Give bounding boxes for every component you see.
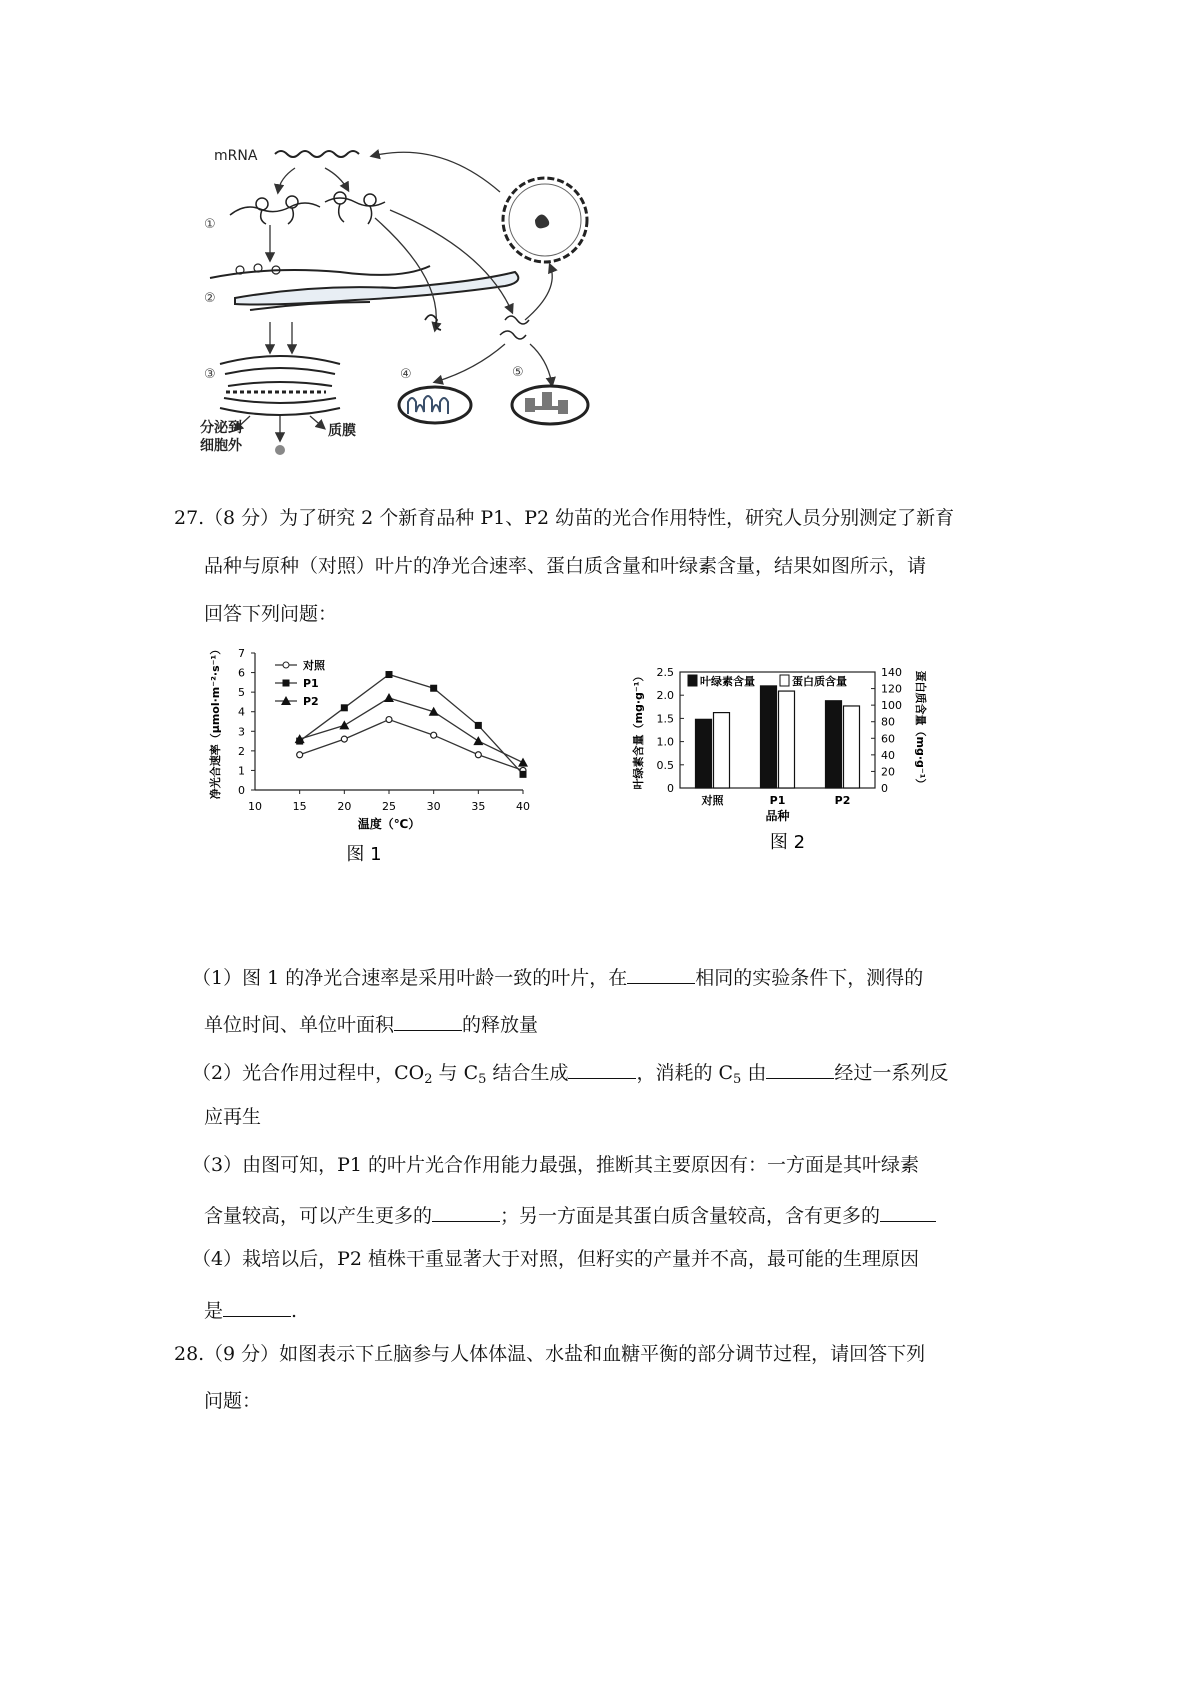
figure1 <box>205 645 585 935</box>
point-对照 <box>297 752 303 758</box>
x-tick-label: 40 <box>516 800 530 813</box>
x-tick-label: 10 <box>248 800 262 813</box>
blank-2[interactable] <box>394 1012 462 1031</box>
figure2 <box>630 660 975 935</box>
x-axis-title: 品种 <box>765 809 790 823</box>
cytosol-protein <box>425 315 441 330</box>
mrna-strand <box>275 151 359 157</box>
q27-p1-a: （1）图 1 的净光合速率是采用叶龄一致的叶片，在 <box>192 967 628 989</box>
blank-4[interactable] <box>766 1060 834 1079</box>
left-tick-label: 1.0 <box>656 735 674 749</box>
vesicle <box>275 445 285 455</box>
q27-p3-a: （3）由图可知，P1 的叶片光合作用能力最强，推断其主要原因有：一方面是其叶绿素 <box>192 1154 920 1176</box>
legend-label-对照: 对照 <box>303 659 325 672</box>
q27-p3-b: 含量较高，可以产生更多的 <box>204 1205 433 1227</box>
legend-swatch-叶绿素含量 <box>688 675 697 686</box>
y-axis-title: 净光合速率（μmol·m⁻²·s⁻¹） <box>209 645 222 800</box>
y-tick-label: 2 <box>238 744 245 758</box>
q27-p1-d: 的释放量 <box>462 1014 539 1036</box>
series-line-P2 <box>300 698 523 763</box>
legend-label-P2: P2 <box>303 695 319 708</box>
q27-part4-line2 <box>204 1298 297 1321</box>
q27-p2-sub1: 2 <box>424 1072 433 1087</box>
point-P2 <box>339 720 349 729</box>
er-ribosomes <box>236 264 280 274</box>
step-label-5: ⑤ <box>512 365 524 380</box>
y-tick-label: 4 <box>238 705 245 719</box>
q27-p2-c: 结合生成 <box>492 1062 569 1084</box>
secrete-label-1: 分泌到 <box>200 420 242 436</box>
q27-p4-c: . <box>291 1300 298 1322</box>
legend-label-叶绿素含量: 叶绿素含量 <box>700 675 755 688</box>
step-label-4: ④ <box>400 367 412 382</box>
figure1-caption: 图 1 <box>346 844 382 865</box>
x-tick-label: 对照 <box>701 794 724 807</box>
series-line-对照 <box>300 720 523 771</box>
q27-p2-b: 与 C <box>438 1062 479 1084</box>
point-P1 <box>475 722 482 729</box>
blank-1[interactable] <box>627 965 695 984</box>
right-tick-label: 100 <box>881 699 902 713</box>
right-tick-label: 40 <box>881 748 895 762</box>
blank-7[interactable] <box>223 1298 291 1317</box>
x-tick-label: 30 <box>426 800 441 813</box>
y-tick-label: 7 <box>238 647 245 660</box>
arrow-mrna-ribosome2 <box>325 168 348 190</box>
q27-p2-sub2: 5 <box>478 1072 487 1087</box>
mitochondrion <box>399 387 471 423</box>
q27-part3-line2 <box>204 1203 936 1226</box>
point-对照 <box>341 736 347 742</box>
figure2-chart <box>630 660 975 935</box>
bar-蛋白质含量-对照 <box>714 713 730 788</box>
point-对照 <box>386 717 392 723</box>
membrane-label: 质膜 <box>328 423 356 439</box>
figure1-chart <box>205 645 585 935</box>
point-P1 <box>430 685 437 692</box>
left-axis-title: 叶绿素含量（mg·g⁻¹） <box>632 670 645 790</box>
step-label-1: ① <box>204 217 216 232</box>
q27-p1-b: 相同的实验条件下，测得的 <box>695 967 924 989</box>
arrow-nucleus-mrna <box>372 152 500 192</box>
chloroplast <box>512 386 588 424</box>
arrow-mrna-ribosome1 <box>278 168 295 192</box>
figure2-caption: 图 2 <box>769 832 806 853</box>
step-label-2: ② <box>204 291 216 306</box>
cell-diagram-svg <box>200 130 620 460</box>
right-tick-label: 60 <box>881 732 895 746</box>
point-对照 <box>431 732 437 738</box>
right-tick-label: 20 <box>881 765 895 779</box>
legend-swatch-蛋白质含量 <box>780 675 789 686</box>
mrna-label: mRNA <box>214 148 258 164</box>
y-tick-label: 6 <box>238 666 245 680</box>
point-P1 <box>341 704 348 711</box>
left-tick-label: 2.0 <box>656 689 674 703</box>
q27-p2-sub3: 5 <box>733 1072 742 1087</box>
left-tick-label: 2.5 <box>656 666 674 679</box>
cell-diagram <box>200 130 620 460</box>
x-axis-title: 温度（℃） <box>357 817 421 831</box>
y-tick-label: 5 <box>238 686 245 700</box>
q27-p2-f: 经过一系列反 <box>834 1062 949 1084</box>
q27-part1-line2 <box>204 1012 538 1035</box>
blank-5[interactable] <box>432 1203 500 1222</box>
bar-蛋白质含量-P1 <box>779 691 795 788</box>
q27-p2-g: 应再生 <box>204 1106 262 1128</box>
q28-line1: （9 分）如图表示下丘脑参与人体体温、水盐和血糖平衡的部分调节过程，请回答下列 <box>204 1343 926 1365</box>
left-tick-label: 1.5 <box>656 712 674 726</box>
bar-蛋白质含量-P2 <box>844 706 860 788</box>
arrow-to-chloroplast <box>530 344 552 385</box>
right-tick-label: 0 <box>881 782 888 795</box>
arrow-membrane <box>310 416 324 428</box>
legend-label-P1: P1 <box>303 677 319 690</box>
q27-part1-line1 <box>192 965 923 988</box>
left-tick-label: 0 <box>667 782 674 795</box>
q27-p2-d: ，消耗的 C <box>636 1062 734 1084</box>
q27-p3-c: ；另一方面是其蛋白质含量较高，含有更多的 <box>500 1205 881 1227</box>
legend-label-蛋白质含量: 蛋白质含量 <box>792 675 847 688</box>
left-tick-label: 0.5 <box>656 758 674 772</box>
x-tick-label: P1 <box>769 794 786 807</box>
point-对照 <box>475 752 481 758</box>
y-tick-label: 0 <box>238 784 245 797</box>
q27-line3: 回答下列问题： <box>204 603 338 625</box>
x-tick-label: P2 <box>834 794 851 807</box>
q27-number: 27. <box>174 507 205 529</box>
q27-p4-b: 是 <box>204 1300 224 1322</box>
point-P2 <box>384 693 394 702</box>
blank-6[interactable] <box>880 1203 936 1222</box>
bar-叶绿素含量-对照 <box>696 719 712 788</box>
point-P1 <box>386 671 393 678</box>
q27-part2-line1 <box>192 1060 948 1086</box>
y-tick-label: 1 <box>238 764 245 778</box>
bar-叶绿素含量-P2 <box>826 701 842 788</box>
x-tick-label: 20 <box>337 800 352 813</box>
endoplasmic-reticulum <box>210 266 518 310</box>
x-tick-label: 25 <box>382 800 396 813</box>
q27-p4-a: （4）栽培以后，P2 植株干重显著大于对照，但籽实的产量并不高，最可能的生理原因 <box>192 1248 920 1270</box>
point-P2 <box>518 758 528 767</box>
arrow-to-mitochondrion <box>435 344 505 382</box>
q27-p2-a: （2）光合作用过程中，CO <box>192 1062 425 1084</box>
legend-marker-对照 <box>283 662 289 668</box>
q27-p1-c: 单位时间、单位叶面积 <box>204 1014 395 1036</box>
right-tick-label: 140 <box>881 666 902 679</box>
nucleus <box>503 178 587 262</box>
q28-number: 28. <box>174 1343 205 1365</box>
golgi-apparatus <box>220 356 340 415</box>
q27-line1: （8 分）为了研究 2 个新育品种 P1、P2 幼苗的光合作用特性，研究人员分别测定了新育 <box>204 507 955 529</box>
q27-line2: 品种与原种（对照）叶片的净光合速率、蛋白质含量和叶绿素含量，结果如图所示，请 <box>204 555 927 577</box>
q28-line2: 问题： <box>204 1390 262 1412</box>
ribosome-cluster-1 <box>230 196 320 224</box>
right-tick-label: 120 <box>881 682 902 696</box>
legend-marker-P1 <box>283 680 290 687</box>
bar-叶绿素含量-P1 <box>761 686 777 788</box>
blank-3[interactable] <box>568 1060 636 1079</box>
point-P2 <box>473 736 483 745</box>
x-tick-label: 35 <box>471 800 486 813</box>
right-tick-label: 80 <box>881 715 895 729</box>
x-tick-label: 15 <box>292 800 307 813</box>
secrete-label-2: 细胞外 <box>200 438 242 454</box>
right-axis-title: 蛋白质含量（mg·g⁻¹） <box>914 670 927 790</box>
y-tick-label: 3 <box>238 725 245 739</box>
point-P1 <box>520 771 527 778</box>
arrow-to-nucleus <box>525 265 552 320</box>
step-label-3: ③ <box>204 367 216 382</box>
q27-p2-e: 由 <box>747 1062 767 1084</box>
